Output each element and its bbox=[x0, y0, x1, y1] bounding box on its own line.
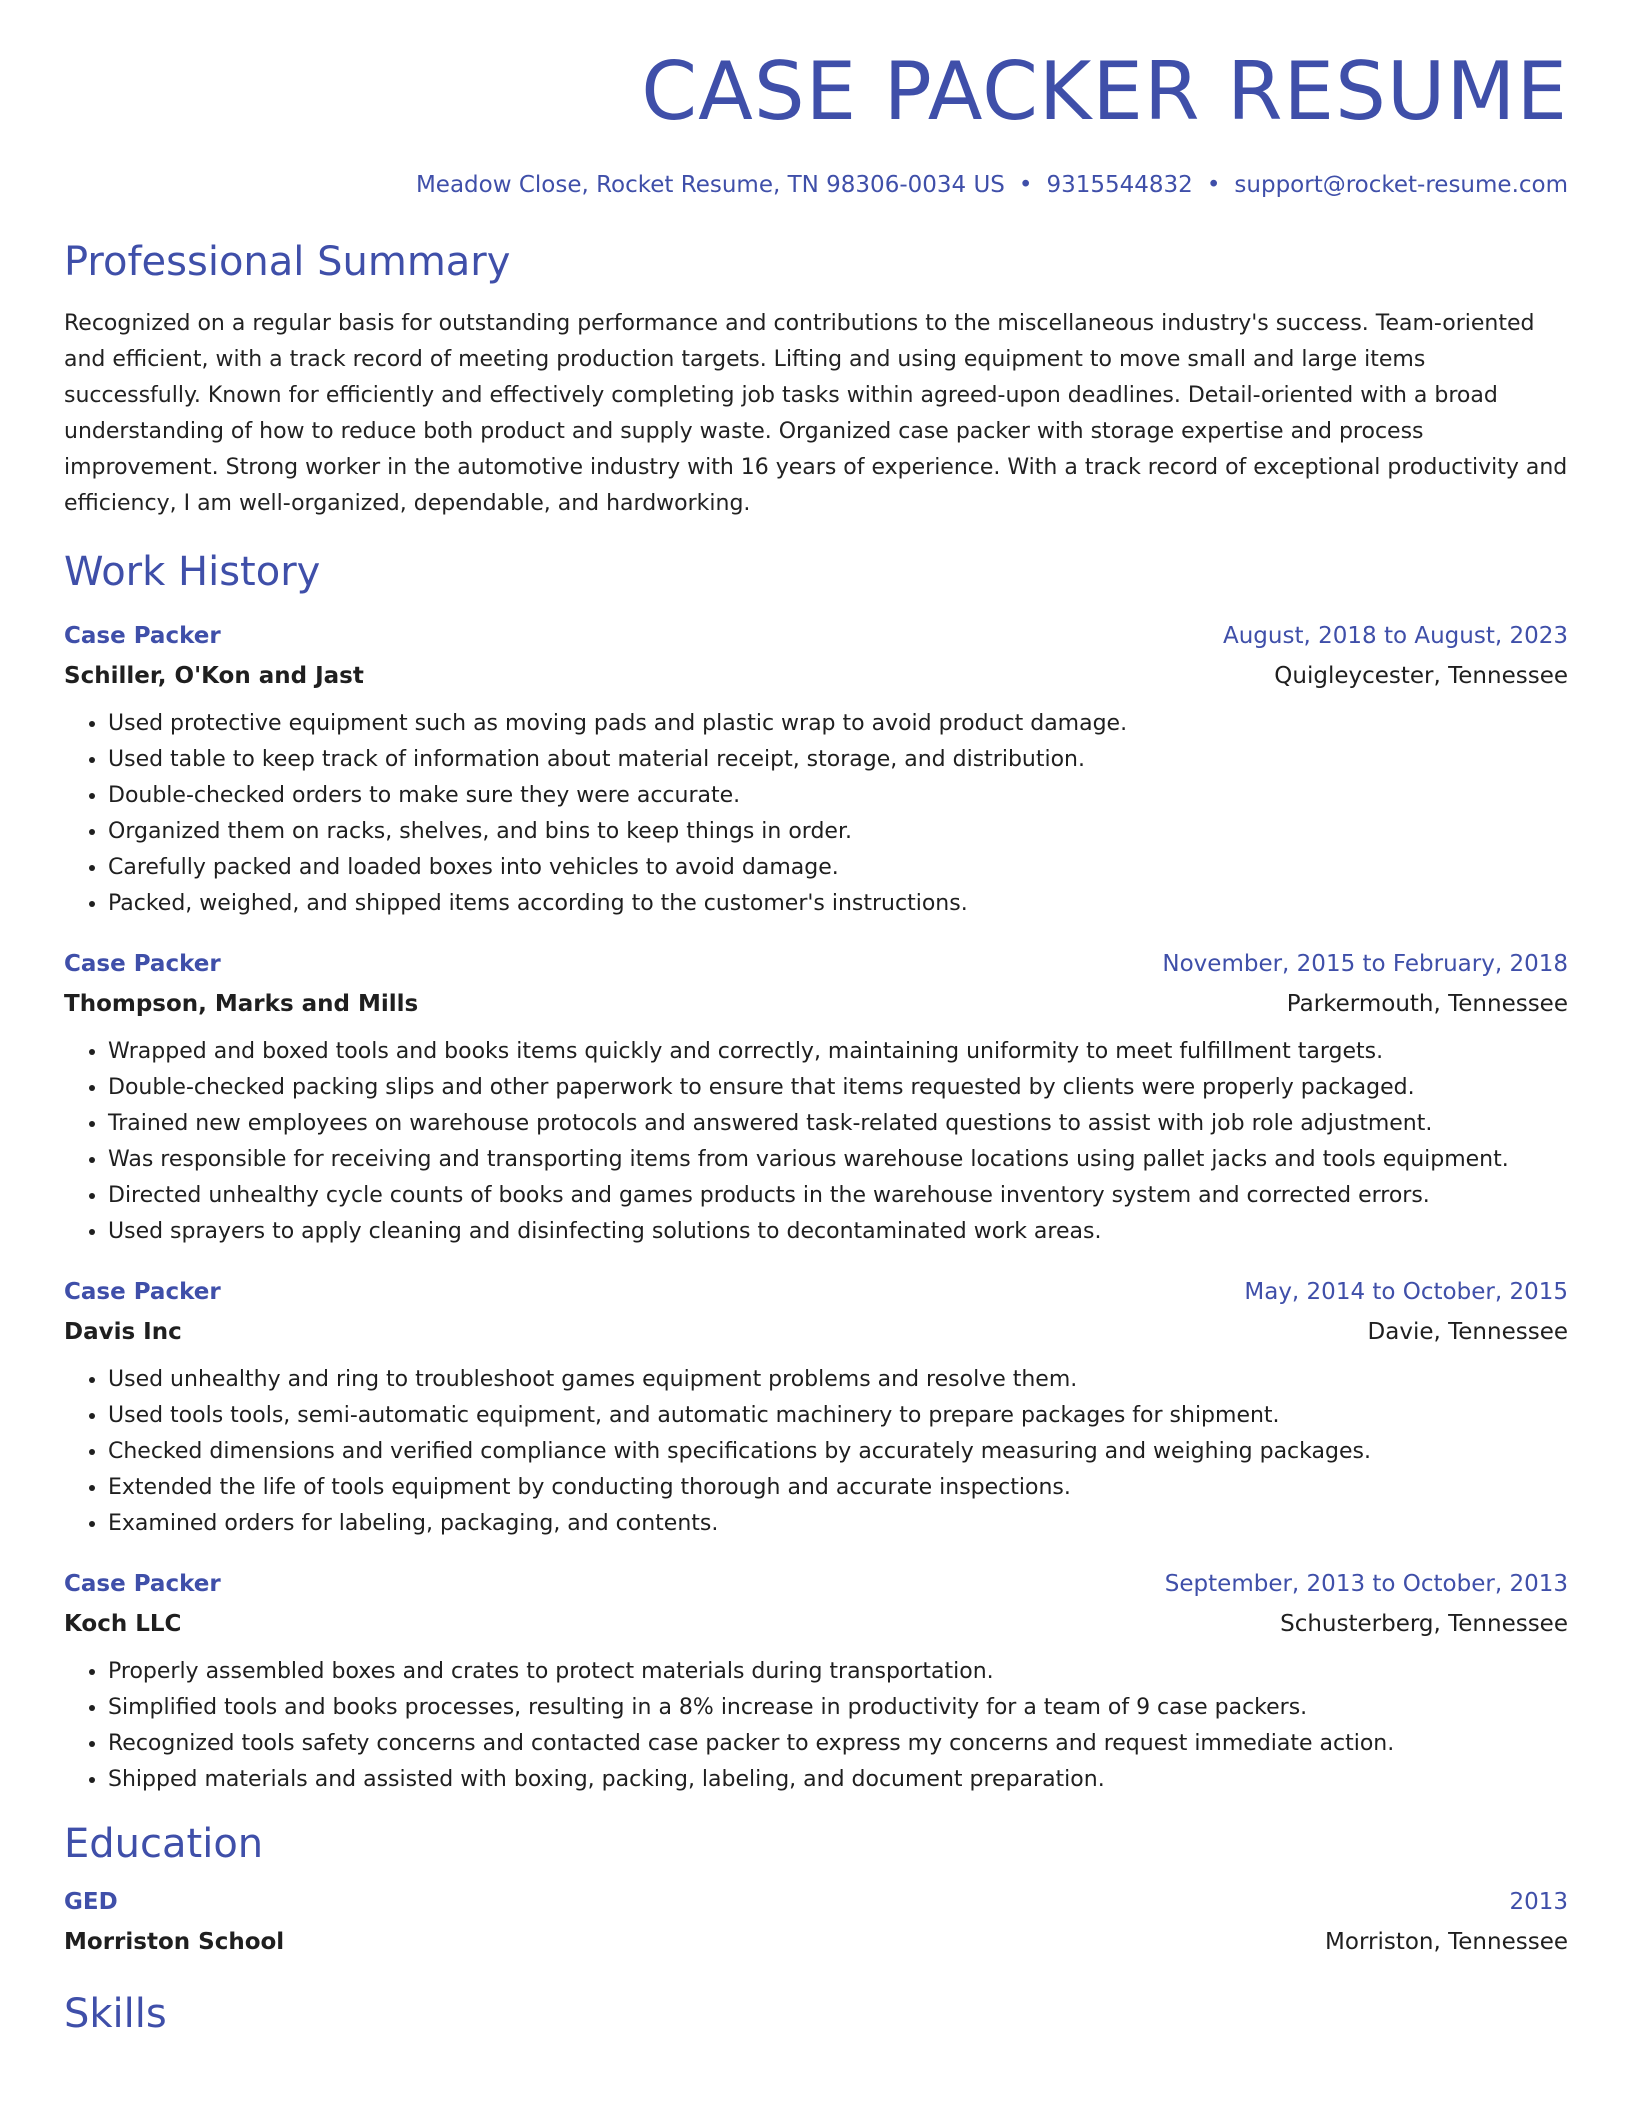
job-title-row bbox=[64, 1272, 1568, 1312]
education-entry bbox=[64, 1882, 1568, 1962]
separator: • bbox=[1018, 172, 1033, 198]
section-heading-summary: Professional Summary bbox=[64, 238, 511, 285]
separator: • bbox=[1206, 172, 1221, 198]
job-location: Parkermouth, Tennessee bbox=[1286, 990, 1568, 1017]
bullet-item: • Examined orders for labeling, packaging, and contents. bbox=[108, 1506, 1568, 1542]
section-heading-education: Education bbox=[64, 1820, 264, 1867]
job-dates: August, 2018 to August, 2023 bbox=[1223, 622, 1568, 649]
job-entry bbox=[64, 616, 1568, 922]
job-bullets bbox=[64, 706, 1568, 922]
bullet-item: • Checked dimensions and verified compliance with specifications by accurately measuring and weighing packages. bbox=[108, 1434, 1568, 1470]
bullet-item: • Used tools tools, semi-automatic equipment, and automatic machinery to prepare packages for shipment. bbox=[108, 1398, 1568, 1434]
education-title-row bbox=[64, 1882, 1568, 1922]
job-company-row bbox=[64, 984, 1568, 1024]
school-name: Morriston School bbox=[64, 1928, 285, 1955]
job-title: Case Packer bbox=[64, 950, 221, 977]
bullet-item: • Carefully packed and loaded boxes into vehicles to avoid damage. bbox=[108, 850, 1568, 886]
company-name: Davis Inc bbox=[64, 1318, 182, 1345]
job-title-row bbox=[64, 1564, 1568, 1604]
school-location: Morriston, Tennessee bbox=[1325, 1928, 1568, 1955]
job-entry bbox=[64, 1564, 1568, 1798]
job-entry bbox=[64, 944, 1568, 1250]
job-dates: November, 2015 to February, 2018 bbox=[1162, 950, 1568, 977]
bullet-item: • Simplified tools and books processes, resulting in a 8% increase in productivity for a team of 9 case packers. bbox=[108, 1690, 1568, 1726]
bullet-item: • Directed unhealthy cycle counts of books and games products in the warehouse inventory system and corrected errors. bbox=[108, 1178, 1568, 1214]
job-dates: September, 2013 to October, 2013 bbox=[1164, 1570, 1568, 1597]
job-dates: May, 2014 to October, 2015 bbox=[1244, 1278, 1568, 1305]
bullet-item: • Extended the life of tools equipment by conducting thorough and accurate inspections. bbox=[108, 1470, 1568, 1506]
bullet-item: • Shipped materials and assisted with boxing, packing, labeling, and document preparation. bbox=[108, 1762, 1568, 1798]
job-title: Case Packer bbox=[64, 1278, 221, 1305]
job-company-row bbox=[64, 1604, 1568, 1644]
job-location: Schusterberg, Tennessee bbox=[1280, 1610, 1568, 1637]
bullet-item: • Wrapped and boxed tools and books items quickly and correctly, maintaining uniformity to meet fulfillment targets. bbox=[108, 1034, 1568, 1070]
job-title: Case Packer bbox=[64, 622, 221, 649]
work-history-list bbox=[64, 616, 1568, 1798]
bullet-item: • Trained new employees on warehouse protocols and answered task-related questions to assist with job role adjustment. bbox=[108, 1106, 1568, 1142]
job-title-row bbox=[64, 944, 1568, 984]
section-heading-work: Work History bbox=[64, 548, 321, 595]
job-bullets bbox=[64, 1654, 1568, 1798]
bullet-item: • Double-checked orders to make sure they were accurate. bbox=[108, 778, 1568, 814]
company-name: Schiller, O'Kon and Jast bbox=[64, 662, 364, 689]
education-school-row bbox=[64, 1922, 1568, 1962]
bullet-item: • Double-checked packing slips and other paperwork to ensure that items requested by clients were properly packaged. bbox=[108, 1070, 1568, 1106]
email-link[interactable]: support@rocket-resume.com bbox=[1234, 172, 1568, 198]
job-entry bbox=[64, 1272, 1568, 1542]
summary-text: Recognized on a regular basis for outstanding performance and contributions to the miscellaneous industry's success. Team-oriented and efficient, with a track record of meeting production targets. Lifting and using equipment to move small and large items successfully. Known for efficiently and effectively completing job tasks within agreed-upon deadlines. Detail-oriented with a broad understanding of how to reduce both product and supply waste. Organized case packer with storage expertise and process improvement. Strong worker in the automotive industry with 16 years of experience. With a track record of exceptional productivity and efficiency, I am well-organized, dependable, and hardworking. bbox=[64, 310, 1568, 516]
job-title-row bbox=[64, 616, 1568, 656]
bullet-item: • Packed, weighed, and shipped items according to the customer's instructions. bbox=[108, 886, 1568, 922]
bullet-item: • Properly assembled boxes and crates to protect materials during transportation. bbox=[108, 1654, 1568, 1690]
contact-line bbox=[64, 172, 1568, 200]
job-company-row bbox=[64, 656, 1568, 696]
bullet-item: • Used sprayers to apply cleaning and disinfecting solutions to decontaminated work areas. bbox=[108, 1214, 1568, 1250]
education-year: 2013 bbox=[1509, 1888, 1568, 1915]
section-heading-skills: Skills bbox=[64, 1990, 167, 2037]
bullet-item: • Used protective equipment such as moving pads and plastic wrap to avoid product damage. bbox=[108, 706, 1568, 742]
bullet-item: • Organized them on racks, shelves, and bins to keep things in order. bbox=[108, 814, 1568, 850]
bullet-item: • Recognized tools safety concerns and contacted case packer to express my concerns and request immediate action. bbox=[108, 1726, 1568, 1762]
bullet-item: • Used unhealthy and ring to troubleshoot games equipment problems and resolve them. bbox=[108, 1362, 1568, 1398]
resume-title: CASE PACKER RESUME bbox=[641, 45, 1568, 138]
job-bullets bbox=[64, 1034, 1568, 1250]
bullet-item: • Used table to keep track of information about material receipt, storage, and distribution. bbox=[108, 742, 1568, 778]
job-location: Davie, Tennessee bbox=[1367, 1318, 1568, 1345]
company-name: Koch LLC bbox=[64, 1610, 182, 1637]
company-name: Thompson, Marks and Mills bbox=[64, 990, 419, 1017]
degree: GED bbox=[64, 1888, 118, 1915]
resume-page bbox=[64, 45, 1568, 2058]
bullet-item: • Was responsible for receiving and transporting items from various warehouse locations using pallet jacks and tools equipment. bbox=[108, 1142, 1568, 1178]
job-title: Case Packer bbox=[64, 1570, 221, 1597]
job-bullets bbox=[64, 1362, 1568, 1542]
address: Meadow Close, Rocket Resume, TN 98306-0034 US bbox=[415, 172, 1005, 198]
job-location: Quigleycester, Tennessee bbox=[1274, 662, 1568, 689]
phone: 9315544832 bbox=[1046, 172, 1193, 198]
job-company-row bbox=[64, 1312, 1568, 1352]
